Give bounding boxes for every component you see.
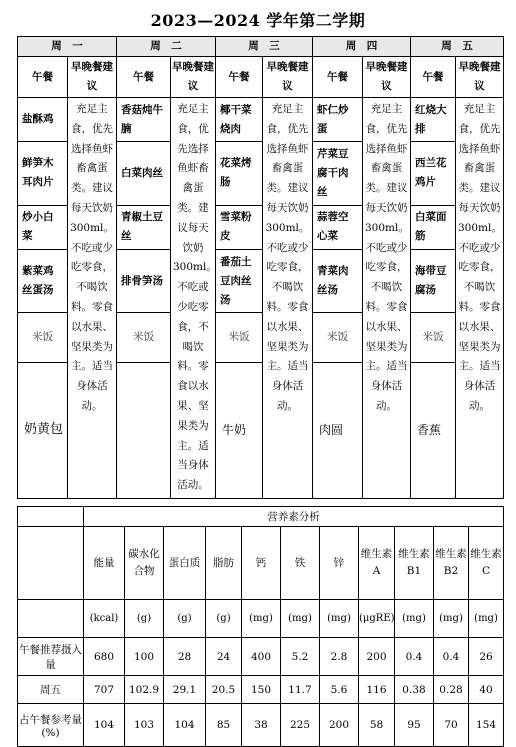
advice-cell-fri: 充足主食，优先选择鱼虾畜禽蛋类。建议每天饮奶300ml。不吃或少吃零食，不喝饮料。零食以水果、坚果类为主。适当身体活动。 (456, 98, 504, 499)
dish-cell: 西兰花鸡片 (411, 142, 456, 206)
nutrition-title: 营养素分析 (84, 507, 504, 527)
value-cell: 5.6 (320, 676, 359, 704)
value-cell: 11.7 (281, 676, 320, 704)
nutrient-header: 能量 (84, 527, 125, 600)
value-cell: 85 (206, 704, 242, 747)
staple-cell: 米饭 (216, 313, 263, 362)
unit-cell: (g) (206, 600, 242, 638)
staple-cell: 米饭 (313, 313, 363, 362)
lunch-header: 午餐 (18, 57, 68, 98)
nutrient-header: 维生素C (469, 527, 504, 600)
unit-cell: (mg) (395, 600, 434, 638)
nutrient-header: 铁 (281, 527, 320, 600)
dish-cell: 花菜烤肠 (216, 142, 263, 206)
dish-cell: 排骨笋汤 (117, 249, 171, 313)
nutrition-table (17, 506, 504, 747)
unit-cell: (mg) (242, 600, 281, 638)
value-cell: 200 (359, 638, 395, 676)
row-label: 午餐推荐摄入量 (18, 638, 84, 676)
value-cell: 102.9 (125, 676, 164, 704)
day-header-fri: 周 五 (411, 37, 504, 57)
page-title: 2023—2024 学年第二学期 (150, 11, 366, 30)
menu-table (17, 36, 504, 499)
day-header-tue: 周 二 (117, 37, 216, 57)
unit-cell: (g) (164, 600, 206, 638)
unit-cell: (kcal) (84, 600, 125, 638)
advice-cell-wed: 充足主食，优先选择鱼虾畜禽蛋类。建议每天饮奶300ml。不吃或少吃零食，不喝饮料。零食以水果、坚果类为主。适当身体活动。 (263, 98, 313, 499)
value-cell: 707 (84, 676, 125, 704)
value-cell: 0.4 (395, 638, 434, 676)
unit-cell: (mg) (469, 600, 504, 638)
staple-cell: 米饭 (411, 313, 456, 362)
advice-header: 早晚餐建议 (68, 57, 117, 98)
value-cell: 24 (206, 638, 242, 676)
advice-cell-tue: 充足主食，优先选择鱼虾畜禽蛋类。建议每天饮奶300ml。不吃或少吃零食，不喝饮料。零食以水果、坚果类为主。适当身体活动。 (171, 98, 216, 499)
unit-cell: (g) (125, 600, 164, 638)
empty-corner (18, 527, 84, 600)
row-label: 占午餐参考量(%) (18, 704, 84, 747)
nutrient-header: 锌 (320, 527, 359, 600)
nutrient-header: 脂肪 (206, 527, 242, 600)
dish-cell: 紫菜鸡丝蛋汤 (18, 249, 68, 313)
value-cell: 2.8 (320, 638, 359, 676)
value-cell: 154 (469, 704, 504, 747)
dish-cell: 蒜蓉空心菜 (313, 205, 363, 249)
advice-cell-thu: 充足主食，优先选择鱼虾畜禽蛋类。建议每天饮奶300ml。不吃或少吃零食，不喝饮料。零食以水果、坚果类为主。适当身体活动。 (363, 98, 411, 499)
day-header-wed: 周 三 (216, 37, 313, 57)
value-cell: 38 (242, 704, 281, 747)
nutrient-header: 维生素B2 (434, 527, 469, 600)
dish-cell: 虾仁炒蛋 (313, 98, 363, 142)
dish-cell: 椰干菜烧肉 (216, 98, 263, 142)
dish-cell: 盐酥鸡 (18, 98, 68, 142)
unit-cell: (mg) (281, 600, 320, 638)
value-cell: 29.1 (164, 676, 206, 704)
value-cell: 5.2 (281, 638, 320, 676)
nutrient-header: 维生素B1 (395, 527, 434, 600)
unit-cell: (mg) (320, 600, 359, 638)
value-cell: 680 (84, 638, 125, 676)
extra-cell-thu: 肉圆 (313, 362, 363, 498)
value-cell: 100 (125, 638, 164, 676)
value-cell: 0.28 (434, 676, 469, 704)
value-cell: 150 (242, 676, 281, 704)
nutrient-header: 碳水化合物 (125, 527, 164, 600)
nutrient-header: 蛋白质 (164, 527, 206, 600)
advice-header: 早晚餐建议 (456, 57, 504, 98)
value-cell: 103 (125, 704, 164, 747)
staple-cell: 米饭 (18, 313, 68, 362)
dish-cell: 芹菜豆腐干肉丝 (313, 142, 363, 206)
advice-header: 早晚餐建议 (263, 57, 313, 98)
value-cell: 70 (434, 704, 469, 747)
dish-cell: 番茄土豆肉丝汤 (216, 249, 263, 313)
row-label: 周五 (18, 676, 84, 704)
empty-corner (18, 600, 84, 638)
value-cell: 104 (164, 704, 206, 747)
dish-cell: 青椒土豆丝 (117, 205, 171, 249)
dish-cell: 雪菜粉皮 (216, 205, 263, 249)
lunch-header: 午餐 (313, 57, 363, 98)
staple-cell: 米饭 (117, 313, 171, 362)
dish-cell: 香菇炖牛腩 (117, 98, 171, 142)
dish-cell: 红烧大排 (411, 98, 456, 142)
value-cell: 0.4 (434, 638, 469, 676)
dish-cell: 白菜面筋 (411, 205, 456, 249)
lunch-header: 午餐 (216, 57, 263, 98)
empty-corner (18, 507, 84, 527)
advice-header: 早晚餐建议 (363, 57, 411, 98)
day-header-mon: 周 一 (18, 37, 117, 57)
value-cell: 40 (469, 676, 504, 704)
value-cell: 20.5 (206, 676, 242, 704)
advice-cell-mon: 充足主食，优先选择鱼虾畜禽蛋类。建议每天饮奶300ml。不吃或少吃零食，不喝饮料。零食以水果、坚果类为主。适当身体活动。 (68, 98, 117, 499)
lunch-header: 午餐 (411, 57, 456, 98)
value-cell: 225 (281, 704, 320, 747)
dish-cell: 白菜肉丝 (117, 142, 171, 206)
dish-cell: 海带豆腐汤 (411, 249, 456, 313)
extra-cell-wed: 牛奶 (216, 362, 263, 498)
dish-cell: 青菜肉丝汤 (313, 249, 363, 313)
extra-cell-mon: 奶黄包 (18, 362, 68, 498)
nutrient-header: 维生素A (359, 527, 395, 600)
value-cell: 95 (395, 704, 434, 747)
advice-header: 早晚餐建议 (171, 57, 216, 98)
day-header-thu: 周 四 (313, 37, 411, 57)
extra-cell-tue (117, 362, 171, 498)
value-cell: 58 (359, 704, 395, 747)
value-cell: 200 (320, 704, 359, 747)
value-cell: 104 (84, 704, 125, 747)
value-cell: 28 (164, 638, 206, 676)
dish-cell: 鲜笋木耳肉片 (18, 142, 68, 206)
value-cell: 0.38 (395, 676, 434, 704)
dish-cell: 炒小白菜 (18, 205, 68, 249)
value-cell: 400 (242, 638, 281, 676)
unit-cell: (mg) (434, 600, 469, 638)
nutrient-header: 钙 (242, 527, 281, 600)
unit-cell: (μgRE) (359, 600, 395, 638)
lunch-header: 午餐 (117, 57, 171, 98)
extra-cell-fri: 香蕉 (411, 362, 456, 498)
value-cell: 26 (469, 638, 504, 676)
value-cell: 116 (359, 676, 395, 704)
